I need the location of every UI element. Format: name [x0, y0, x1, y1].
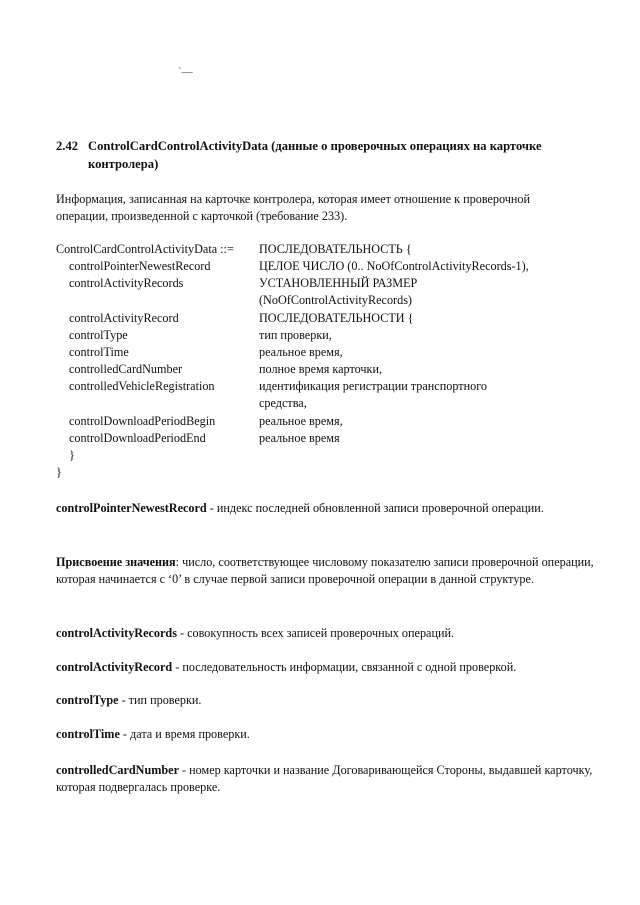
definition-term: controlActivityRecords — [56, 626, 177, 640]
field-type: реальное время, — [259, 345, 343, 359]
definition-term: controlActivityRecord — [56, 660, 173, 674]
field-type-cont: средства, — [259, 396, 307, 410]
code-header-type: ПОСЛЕДОВАТЕЛЬНОСТЬ { — [259, 242, 412, 256]
field-name: controlTime — [69, 345, 129, 359]
field-name: controlDownloadPeriodEnd — [69, 431, 206, 445]
page-mark: ˋ— — [178, 66, 193, 78]
definition-text: - совокупность всех записей проверочных операций. — [176, 626, 455, 640]
field-type: полное время карточки, — [259, 362, 383, 376]
definition-term: controlledCardNumber — [56, 763, 179, 777]
field-name: controlledVehicleRegistration — [69, 379, 215, 393]
definition-text: - номер карточки и название Договаривающейся Стороны, выдавшей карточку, которая подвергалась проверке. — [56, 763, 593, 794]
field-name: controlPointerNewestRecord — [69, 259, 211, 273]
definition-text: - последовательность информации, связанной с одной проверкой. — [172, 660, 517, 674]
definition-paragraph — [56, 692, 596, 709]
definition-paragraph — [56, 726, 596, 743]
field-name: controlDownloadPeriodBegin — [69, 414, 216, 428]
field-type: УСТАНОВЛЕННЫЙ РАЗМЕР — [259, 276, 418, 290]
definition-text: - дата и время проверки. — [119, 727, 250, 741]
definition-term: controlTime — [56, 727, 120, 741]
field-type: ЦЕЛОЕ ЧИСЛО (0.. NoOfControlActivityRecords-1), — [259, 259, 529, 273]
definition-paragraph — [56, 625, 596, 642]
field-type: идентификация регистрации транспортного — [259, 379, 487, 393]
definition-paragraph — [56, 659, 596, 676]
code-header-name: ControlCardControlActivityData ::= — [56, 242, 234, 256]
field-name: controlActivityRecords — [69, 276, 184, 290]
field-type: реальное время, — [259, 414, 343, 428]
section-heading — [56, 137, 576, 173]
outer-close-brace: } — [56, 465, 62, 479]
definition-term: controlPointerNewestRecord — [56, 501, 207, 515]
section-title-line1: ControlCardControlActivityData (данные о проверочных операциях на карточке — [88, 139, 542, 153]
intro-paragraph: Информация, записанная на карточке контролера, которая имеет отношение к проверочной операции, произведенной с карточкой (требование 233). — [56, 192, 531, 223]
field-type: тип проверки, — [259, 328, 332, 342]
definition-paragraph — [56, 554, 596, 588]
field-type: реальное время — [259, 431, 340, 445]
field-name: controlType — [69, 328, 128, 342]
inner-close-brace: } — [69, 448, 75, 462]
field-type-cont: (NoOfControlActivityRecords) — [259, 293, 412, 307]
definition-text: - индекс последней обновленной записи проверочной операции. — [206, 501, 544, 515]
section-number: 2.42 — [56, 139, 79, 153]
definition-paragraph — [56, 500, 596, 517]
definition-term: Присвоение значения — [56, 555, 176, 569]
definition-paragraph — [56, 762, 596, 796]
definition-text: : число, соответствующее числовому показателю записи проверочной операции, которая начинается с ‘0’ в случае первой записи проверочной операции в данной структуре. — [56, 555, 594, 586]
definition-text: - тип проверки. — [118, 693, 202, 707]
field-name: controlledCardNumber — [69, 362, 183, 376]
section-title-line2: контролера) — [88, 157, 159, 171]
definition-term: controlType — [56, 693, 119, 707]
field-type: ПОСЛЕДОВАТЕЛЬНОСТИ { — [259, 311, 414, 325]
field-name: controlActivityRecord — [69, 311, 179, 325]
